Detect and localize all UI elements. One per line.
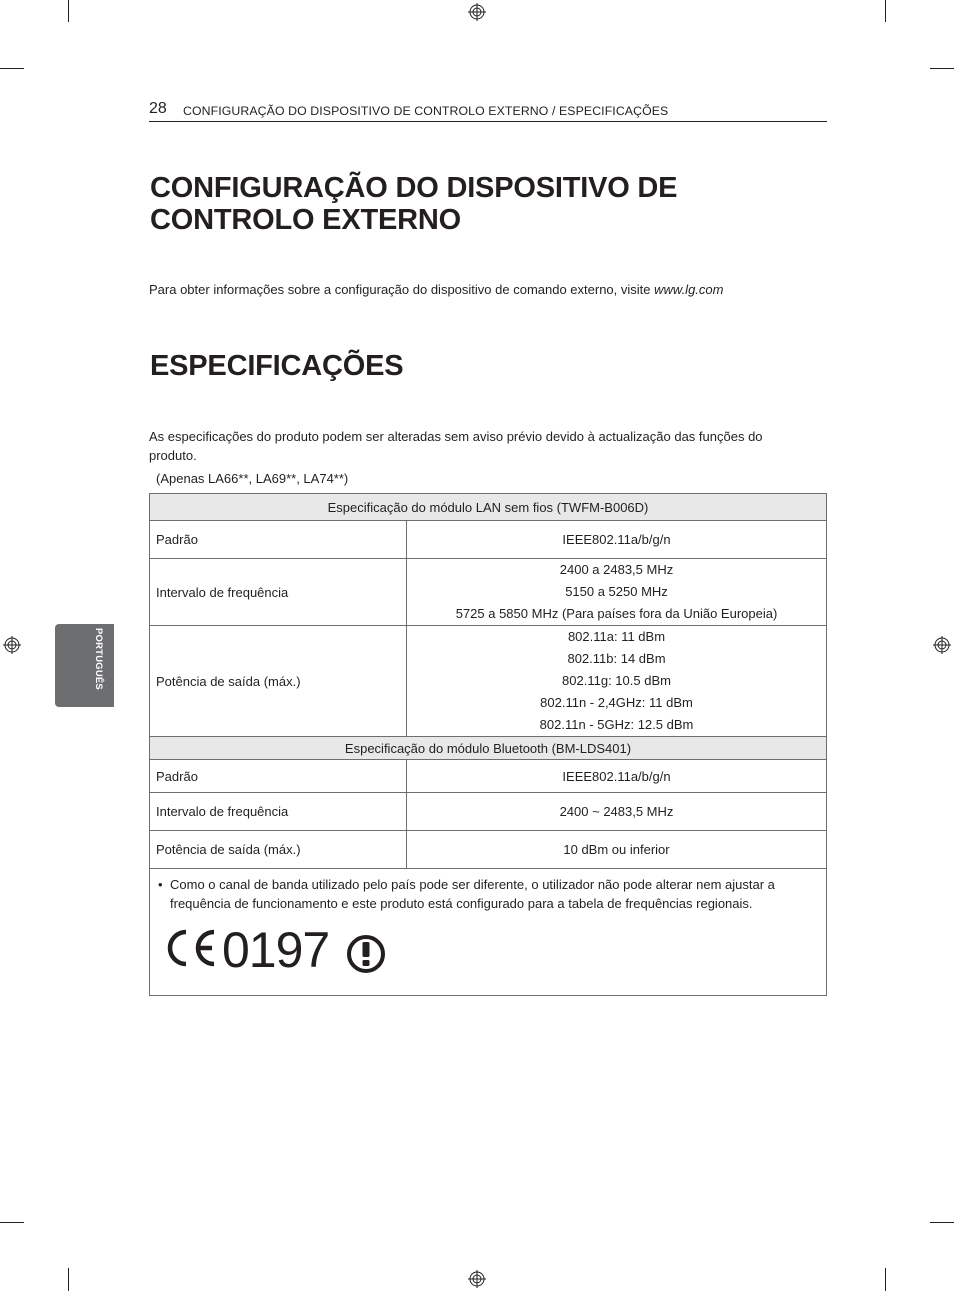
ce-marking bbox=[156, 913, 820, 983]
value-line: 802.11n - 5GHz: 12.5 dBm bbox=[539, 717, 694, 732]
row-label: Intervalo de frequência bbox=[150, 793, 407, 831]
row-value: 10 dBm ou inferior bbox=[407, 831, 827, 869]
running-header bbox=[149, 99, 827, 122]
table-row bbox=[150, 521, 827, 559]
config-intro bbox=[149, 280, 723, 299]
alert-circle-icon bbox=[346, 934, 386, 974]
website-link[interactable]: www.lg.com bbox=[654, 282, 724, 297]
bluetooth-heading: Especificação do módulo Bluetooth (BM-LDS401) bbox=[150, 737, 827, 760]
value-line: 802.11n - 2,4GHz: 11 dBm bbox=[540, 695, 693, 710]
intro-text: Para obter informações sobre a configuração do dispositivo de comando externo, visite bbox=[149, 282, 655, 297]
language-tab bbox=[55, 624, 114, 707]
row-label: Intervalo de frequência bbox=[150, 559, 407, 626]
notified-body-number: 0197 bbox=[222, 922, 330, 978]
row-value: IEEE802.11a/b/g/n bbox=[407, 521, 827, 559]
section-title-spec: ESPECIFICAÇÕES bbox=[150, 350, 404, 382]
wlan-heading: Especificação do módulo LAN sem fios (TWFM-B006D) bbox=[150, 494, 827, 521]
section-title-config bbox=[150, 172, 677, 236]
table-heading-row bbox=[150, 737, 827, 760]
crop-mark bbox=[885, 1268, 886, 1291]
language-tab-label: PORTUGUÊS bbox=[93, 628, 104, 690]
crop-mark bbox=[68, 1268, 69, 1291]
bullet: • bbox=[158, 877, 163, 892]
spec-note-line: produto. bbox=[149, 448, 197, 463]
row-value: IEEE802.11a/b/g/n bbox=[407, 760, 827, 793]
crop-mark bbox=[885, 0, 886, 22]
row-label: Padrão bbox=[150, 521, 407, 559]
models-note: (Apenas LA66**, LA69**, LA74**) bbox=[156, 471, 349, 486]
registration-mark-icon bbox=[933, 636, 951, 654]
table-note-row bbox=[150, 869, 827, 996]
registration-mark-icon bbox=[468, 1270, 486, 1288]
spec-note bbox=[149, 427, 829, 465]
running-title: CONFIGURAÇÃO DO DISPOSITIVO DE CONTROLO EXTERNO / ESPECIFICAÇÕES bbox=[183, 104, 669, 118]
table-row bbox=[150, 559, 827, 626]
section-title-line: CONTROLO EXTERNO bbox=[150, 204, 461, 236]
table-row bbox=[150, 793, 827, 831]
value-line: 802.11a: 11 dBm bbox=[567, 629, 666, 644]
registration-mark-icon bbox=[468, 3, 486, 21]
value-line: 802.11b: 14 dBm bbox=[567, 651, 666, 666]
regulatory-note bbox=[156, 875, 820, 913]
spec-table bbox=[149, 493, 827, 996]
note-text: Como o canal de banda utilizado pelo país pode ser diferente, o utilizador não pode alterar nem ajustar a frequência de funcionamento e este produto está configurado para a tabela de frequências regionais. bbox=[170, 877, 775, 911]
crop-mark bbox=[0, 68, 24, 69]
section-title-line: CONFIGURAÇÃO DO DISPOSITIVO DE bbox=[150, 172, 678, 204]
crop-mark bbox=[0, 1222, 24, 1223]
value-line: 2400 a 2483,5 MHz bbox=[559, 562, 674, 577]
row-value bbox=[407, 626, 827, 737]
spec-note-line: As especificações do produto podem ser alteradas sem aviso prévio devido à actualização das funções do bbox=[149, 429, 763, 444]
value-line: 802.11g: 10.5 dBm bbox=[562, 673, 671, 688]
row-label: Potência de saída (máx.) bbox=[150, 831, 407, 869]
table-heading-row bbox=[150, 494, 827, 521]
table-row bbox=[150, 831, 827, 869]
row-value bbox=[407, 559, 827, 626]
crop-mark bbox=[930, 68, 954, 69]
value-line: 5150 a 5250 MHz bbox=[565, 584, 668, 599]
registration-mark-icon bbox=[3, 636, 21, 654]
value-line: 5725 a 5850 MHz (Para países fora da União Europeia) bbox=[455, 606, 778, 621]
crop-mark bbox=[68, 0, 69, 22]
page-number: 28 bbox=[149, 100, 167, 117]
crop-mark bbox=[930, 1222, 954, 1223]
row-value: 2400 ~ 2483,5 MHz bbox=[407, 793, 827, 831]
table-row bbox=[150, 626, 827, 737]
table-row bbox=[150, 760, 827, 793]
row-label: Padrão bbox=[150, 760, 407, 793]
row-label: Potência de saída (máx.) bbox=[150, 626, 407, 737]
note-cell bbox=[150, 869, 827, 996]
ce-mark-icon bbox=[164, 929, 218, 967]
